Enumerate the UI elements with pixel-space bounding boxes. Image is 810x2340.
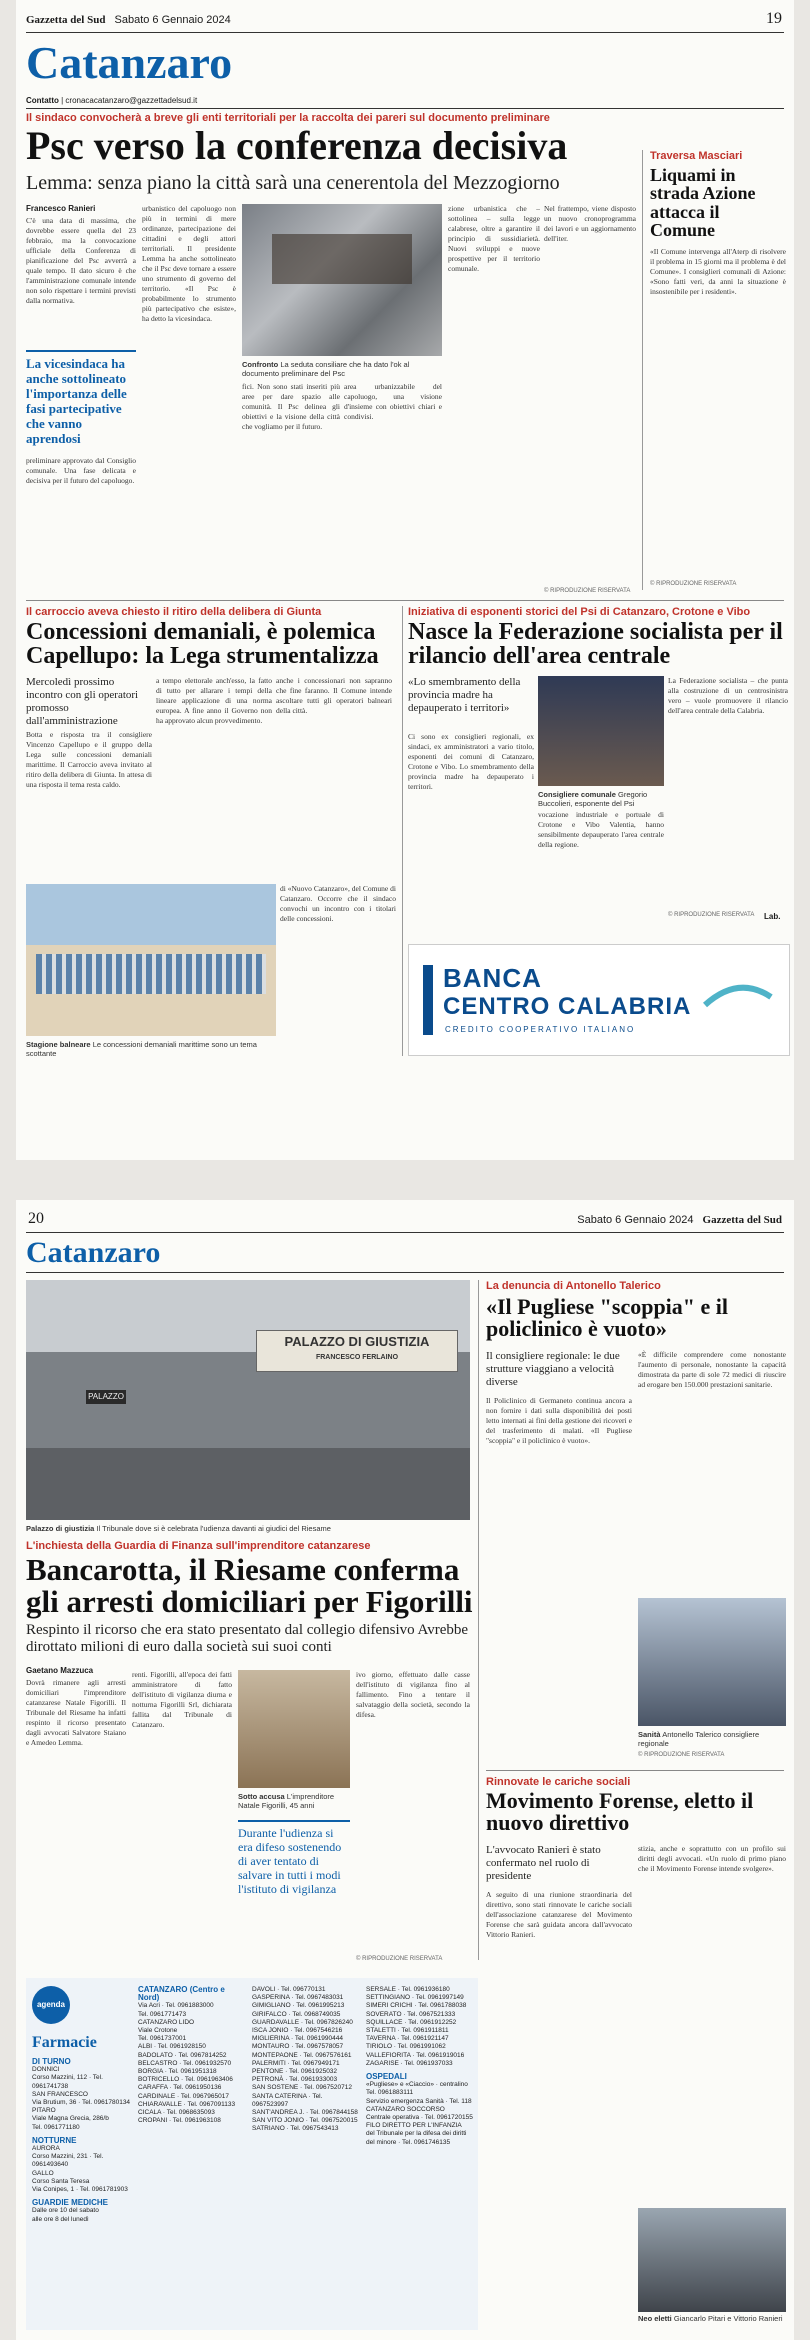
agenda-entry: BORGIA · Tel. 0961951318 — [138, 2068, 217, 2076]
lead-photo — [242, 204, 442, 356]
bancarotta-pull-box — [238, 1820, 350, 1896]
concessioni-body-col3: anche i concessionari non sapranno che fine faranno. Il Comune intende ascoltare tutti gli operatori balneari della città. — [276, 676, 392, 715]
agenda-title: Farmacie — [32, 2034, 97, 2051]
tribunal-sign: PALAZZO DI GIUSTIZIA FRANCESCO FERLAINO — [256, 1330, 458, 1372]
agenda-entry: MONTAURO · Tel. 0967578057 — [252, 2043, 344, 2051]
bancarotta-body-col2: renti. Figorilli, all'epoca dei fatti amministratore di fatto dell'istituto di vigilanza diurna e notturna Figorilli Srl, dichiarata fallita dal Tribunale di Catanzaro. — [132, 1670, 232, 1729]
bank-line2: CENTRO CALABRIA — [443, 993, 692, 1020]
agenda-entry: VALLEFIORITA · Tel. 0961919016 — [366, 2051, 465, 2059]
page2-newspaper: Gazzetta del Sud — [702, 1214, 782, 1226]
agenda-column-4 — [366, 1986, 474, 2147]
lead-body-col4: area urbanizzabile del capoluogo, una visione d'insieme con obiettivi chiari e condivisi. — [344, 382, 442, 421]
tribunal-photo — [26, 1280, 470, 1520]
agenda-entry: SANT'ANDREA J. · Tel. 0967844158 — [252, 2109, 358, 2117]
bank-logo-bar — [423, 965, 433, 1035]
lead-author: Francesco Ranieri — [26, 204, 96, 213]
bank-line3: CREDITO COOPERATIVO ITALIANO — [445, 1025, 636, 1034]
agenda-entry: del minore · Tel. 0961746135 — [366, 2138, 451, 2146]
agenda-entry: SERSALE · Tel. 0961936180 — [366, 1986, 450, 1993]
federazione-caption: Consigliere comunale Gregorio Buccolieri, esponente del Psi — [538, 790, 648, 808]
agenda-entry: SQUILLACE · Tel. 0961912252 — [366, 2018, 457, 2026]
federazione-headline: Nasce la Federazione socialista per il rilancio dell'area centrale — [408, 619, 783, 670]
forense-headline: Movimento Forense, eletto il nuovo direttivo — [486, 1788, 754, 1836]
agenda-entry: Viale Crotone — [138, 2027, 178, 2035]
agenda-entry: SETTINGIANO · Tel. 0961997149 — [366, 1994, 464, 2002]
agenda-entry: PENTONE · Tel. 0961925032 — [252, 2068, 338, 2076]
federazione-kicker: Iniziativa di esponenti storici del Psi di Catanzaro, Crotone e Vibo — [408, 606, 751, 618]
concessioni-headline: Concessioni demaniali, è polemica Capellupo: la Lega strumentalizza — [26, 619, 379, 670]
agenda-entry: ALBI · Tel. 0961928150 — [138, 2043, 206, 2051]
lead-body-col1b: preliminare approvato dal Consiglio comunale. Una fase delicata e decisiva per il futuro del capoluogo. — [26, 456, 136, 485]
lead-signature: © RIPRODUZIONE RISERVATA — [544, 588, 631, 594]
agenda-entry: PETRONÀ · Tel. 0961933003 — [252, 2076, 338, 2084]
agenda-entry: CHIARAVALLE · Tel. 0967091133 — [138, 2100, 236, 2108]
bank-logo-swoosh — [703, 975, 773, 1015]
agenda-heading: GUARDIE MEDICHE — [32, 2198, 109, 2208]
agenda-entry: CARDINALE · Tel. 0967965017 — [138, 2092, 229, 2100]
palazzo-plate: PALAZZO — [86, 1390, 126, 1404]
pugliese-headline: «Il Pugliese "scoppia" e il policlinico è vuoto» — [486, 1294, 728, 1342]
agenda-entry: PALERMITI · Tel. 0967949171 — [252, 2059, 340, 2067]
lead-kicker: Il sindaco convocherà a breve gli enti territoriali per la raccolta dei pareri sul documento preliminare — [26, 112, 550, 124]
bank-line1: BANCA — [443, 963, 542, 993]
concessioni-body-col4: di «Nuovo Catanzaro», del Comune di Catanzaro. Occorre che il sindaco convochi un incontro con i titolari delle concessioni. — [280, 884, 396, 923]
federazione-body-col2: vocazione industriale e portuale di Crotone e Vibo Valentia, hanno sensibilmente depauperato l'area centrale della regione. — [538, 810, 664, 849]
bancarotta-body-col3: ivo giorno, effettuato dalle casse dell'istituto di vigilanza fino al fallimento. Fino a tentare il salvataggio della società, secondo la difesa. — [356, 1670, 470, 1719]
federazione-photo — [538, 676, 664, 786]
agenda-column-2 — [138, 1986, 246, 2125]
concessioni-deck: Mercoledì prossimo incontro con gli operatori promosso dall'amministrazione — [26, 676, 139, 727]
agenda-heading: OSPEDALI — [366, 2072, 407, 2082]
agenda-entry: «Pugliese» e «Ciaccio» · centralino — [366, 2081, 468, 2089]
agenda-entry: CROPANI · Tel. 0961963108 — [138, 2117, 221, 2125]
pugliese-kicker: La denuncia di Antonello Talerico — [486, 1280, 661, 1292]
agenda-entry: AURORA — [32, 2145, 60, 2153]
federazione-lab: Lab. — [764, 912, 781, 921]
traversa-body: «Il Comune intervenga all'Aterp di risolvere il problema in 15 giorni ma il problema è del Comune». I consiglieri comunali di Azione: «Sono fatti veri, da anni la situazione è insostenibile per i residenti». — [650, 247, 786, 297]
agenda-box — [26, 1978, 478, 2330]
agenda-entry: del Tribunale per la difesa dei diritti — [366, 2130, 467, 2138]
lead-body-col3: fici. Non sono stati inseriti più aree per dare spazio alle comunità. Il Psc delinea gli obiettivi e la visione della città che vogliamo per il futuro. — [242, 382, 340, 431]
agenda-entry: CARAFFA · Tel. 0961950136 — [138, 2084, 222, 2092]
agenda-entry: Dalle ore 10 del sabato — [32, 2207, 99, 2215]
concessioni-body-col1: Botta e risposta tra il consigliere Vincenzo Capellupo e il gruppo della Lega sulle concessioni demaniali marittime. Il Carroccio aveva invitato al ritiro della delibera di Giunta. In attesa di una risposta il tema resta caldo. — [26, 730, 152, 789]
bancarotta-kicker: L'inchiesta della Guardia di Finanza sull'imprenditore catanzarese — [26, 1540, 371, 1552]
agenda-entry: MIGLIERINA · Tel. 0961990444 — [252, 2035, 343, 2043]
page2-number: 20 — [28, 1210, 44, 1227]
agenda-entry: Via Conipes, 1 · Tel. 0961781903 — [32, 2186, 128, 2194]
agenda-entry: GASPERINA · Tel. 0967483031 — [252, 1994, 344, 2002]
page2-section: Catanzaro — [26, 1236, 161, 1269]
agenda-entry: Tel. 0961883111 — [366, 2089, 414, 2097]
forense-body-col2: stizia, anche e soprattutto con un profilo sui diritti degli avvocati. «Un ruolo di primo piano che il Movimento Forense intende svolgere». — [638, 1844, 786, 1873]
agenda-entry: SAN FRANCESCO — [32, 2090, 88, 2098]
agenda-column-1 — [32, 2058, 132, 2224]
forense-caption: Neo eletti Giancarlo Pitari e Vittorio Ranieri — [638, 2314, 783, 2323]
issue-date: Sabato 6 Gennaio 2024 — [114, 14, 231, 26]
agenda-entry: STALETTI · Tel. 0961911811 — [366, 2027, 449, 2035]
forense-photo — [638, 2208, 786, 2312]
agenda-entry: TAVERNA · Tel. 0961921147 — [366, 2035, 449, 2043]
vicesindaca-headline: La vicesindaca ha anche sottolineato l'importanza delle fasi partecipative che vanno aprendosi — [26, 356, 127, 446]
concessioni-caption: Stagione balneare Le concessioni demaniali marittime sono un tema scottante — [26, 1040, 257, 1058]
agenda-entry: SAN SOSTENE · Tel. 0967520712 — [252, 2084, 352, 2092]
forense-kicker: Rinnovate le cariche sociali — [486, 1776, 631, 1788]
federazione-signature: © RIPRODUZIONE RISERVATA — [668, 912, 755, 918]
federazione-body-col3: La Federazione socialista – che punta alla costruzione di un centrosinistra vero – vuole promuovere il rilancio dell'area centrale della Calabria. — [668, 676, 788, 715]
concessioni-body-col2: a tempo elettorale anch'esso, la fatto di tutto per allarare i tempi della lineare applicazione di una norma europea. A fine anno il Governo non ha approvato alcun provvedimento. — [156, 676, 272, 725]
pugliese-deck: Il consigliere regionale: le due strutture viaggiano a velocità diverse — [486, 1350, 620, 1388]
concessioni-kicker: Il carroccio aveva chiesto il ritiro della delibera di Giunta — [26, 606, 322, 618]
section-title: Catanzaro — [26, 37, 233, 88]
agenda-badge: agenda — [32, 1986, 70, 2024]
forense-body-col1: A seguito di una riunione straordinaria del direttivo, sono stati rinnovate le cariche sociali dell'associazione catanzarese del Movimento Forense che sarà guidata ancora dall'avvocato Vittorio Ranieri. — [486, 1890, 632, 1939]
federazione-body-col1: Ci sono ex consiglieri regionali, ex sindaci, ex amministratori a vario titolo, esponenti dei comuni di Catanzaro, Crotone e Vibo. Lo smembramento della provincia madre ha depauperato i territori. — [408, 732, 534, 791]
pugliese-signature: © RIPRODUZIONE RISERVATA — [638, 1752, 725, 1758]
agenda-entry: CATANZARO SOCCORSO — [366, 2105, 445, 2113]
bank-advertisement[interactable] — [408, 944, 790, 1056]
agenda-entry: ISCA JONIO · Tel. 0967546216 — [252, 2027, 343, 2035]
lead-body-col6: Nel frattempo, viene disposto un nuovo cronoprogramma dei lavori e un aggiornamento dell'iter. — [544, 204, 636, 243]
lead-deck: Lemma: senza piano la città sarà una cenerentola del Mezzogiorno — [26, 172, 560, 194]
agenda-entry: alle ore 8 del lunedì — [32, 2215, 89, 2223]
bancarotta-headline: Bancarotta, il Riesame conferma gli arresti domiciliari per Figorilli — [26, 1552, 473, 1619]
agenda-entry: SANTA CATERINA · Tel. 0967523997 — [252, 2092, 323, 2108]
agenda-entry: PITARO — [32, 2107, 56, 2115]
agenda-entry: CATANZARO LIDO — [138, 2018, 195, 2026]
agenda-entry: Via Brutium, 36 · Tel. 0961780134 — [32, 2099, 131, 2107]
lead-caption: Confronto La seduta consiliare che ha dato l'ok al documento preliminare del Psc — [242, 360, 410, 378]
bancarotta-body-col1: Dovrà rimanere agli arresti domiciliari l'imprenditore catanzarese Natale Figorilli. Il Tribunale del Riesame ha infatti respinto il ricorso presentato dagli avvocati Salvatore Staiano e Amedeo Lemma. — [26, 1678, 126, 1747]
page-number: 19 — [766, 10, 782, 27]
lead-body-col5: zione urbanistica che – sottolinea – sulla legge calabrese, oltre a garantire il principio di sussidiarietà. Nuovi sviluppi e nuove prospettive per il territorio comunale. — [448, 204, 540, 273]
agenda-entry: Servizio emergenza Sanità · Tel. 118 — [366, 2097, 472, 2105]
agenda-entry: SOVERATO · Tel. 0967521333 — [366, 2010, 456, 2018]
agenda-entry: Viale Magna Grecia, 286/b — [32, 2115, 109, 2123]
agenda-entry: DONNICI — [32, 2066, 60, 2074]
tribunal-caption: Palazzo di giustizia Il Tribunale dove si è celebrata l'udienza davanti ai giudici del Riesame — [26, 1524, 331, 1533]
pugliese-body-col1: Il Policlinico di Germaneto continua ancora a non fornire i dati sulla disponibilità dei posti letto internati ai fini della gestione dei ricoveri e del trasferimento di malati. «Il Pugliese "scoppia" e il policlinico è vuoto». — [486, 1396, 632, 1445]
agenda-entry: SIMERI CRICHI · Tel. 0961788038 — [366, 2002, 467, 2010]
agenda-entry: Tel. 0961771473 — [138, 2010, 187, 2018]
newspaper-name: Gazzetta del Sud — [26, 14, 106, 26]
agenda-entry: BADOLATO · Tel. 0967814252 — [138, 2051, 227, 2059]
traversa-kicker: Traversa Masciari — [650, 150, 743, 162]
figorilli-photo — [238, 1670, 350, 1788]
agenda-entry: MONTEPAONE · Tel. 0967576161 — [252, 2051, 352, 2059]
bancarotta-signature: © RIPRODUZIONE RISERVATA — [356, 1956, 443, 1962]
agenda-entry: GALLO — [32, 2169, 54, 2177]
bancarotta-deck: Respinto il ricorso che era stato presentato dal collegio difensivo Avrebbe dirottato milioni di euro dalla società sui suoi conti — [26, 1622, 469, 1655]
lead-body-col2: urbanistico del capoluogo non più in termini di mere ordinanze, partecipazione dei cittadini e degli attori territoriali. Il presidente Lemma ha anche sottolineato che il Psc deve tornare a essere uno strumento di governo del territorio. «Il Psc è probabilmente lo strumento più partecipativo che esiste», ha detto la vicesindaca. — [142, 204, 236, 323]
agenda-entry: FILO DIRETTO PER L'INFANZIA — [366, 2122, 462, 2130]
agenda-entry: BELCASTRO · Tel. 0961932570 — [138, 2059, 232, 2067]
talerico-photo — [638, 1598, 786, 1726]
agenda-entry: CICALA · Tel. 0968635093 — [138, 2109, 215, 2117]
agenda-entry: Corso Santa Teresa — [32, 2177, 90, 2185]
bancarotta-author: Gaetano Mazzuca — [26, 1666, 94, 1675]
agenda-heading: CATANZARO (Centro e Nord) — [138, 1985, 225, 2003]
agenda-entry: ZAGARISE · Tel. 0961937033 — [366, 2059, 453, 2067]
agenda-entry: Tel. 0961737001 — [138, 2035, 187, 2043]
agenda-entry: Centrale operativa · Tel. 0961720155 — [366, 2114, 473, 2122]
traversa-signature: © RIPRODUZIONE RISERVATA — [650, 581, 737, 588]
agenda-entry: Corso Mazzini, 231 · Tel. 0961493640 — [32, 2153, 104, 2169]
agenda-column-3 — [252, 1986, 360, 2134]
agenda-entry: SAN VITO JONIO · Tel. 0967520015 — [252, 2117, 358, 2125]
vicesindaca-box — [26, 350, 136, 450]
concessioni-photo — [26, 884, 276, 1036]
newspaper-page-19 — [16, 0, 794, 1160]
lead-headline: Psc verso la conferenza decisiva — [26, 123, 568, 168]
newspaper-page-20 — [16, 1200, 794, 2340]
agenda-entry: SATRIANO · Tel. 0967543413 — [252, 2125, 339, 2133]
agenda-entry: GUARDAVALLE · Tel. 0967826240 — [252, 2018, 353, 2026]
agenda-entry: BOTRICELLO · Tel. 0961963406 — [138, 2076, 233, 2084]
contact-line: Contatto | cronacacatanzaro@gazzettadelsud.it — [26, 96, 198, 105]
agenda-entry: TIRIOLO · Tel. 0961991062 — [366, 2043, 446, 2051]
lead-body-col1: C'è una data di massima, che dovrebbe essere quella del 23 febbraio, ma la convocazione ufficiale della Conferenza di pianificazione del Psc avverrà a quale tempo. Il dato sicuro è che l'amministrazione comunale intende non solo rispettare i termini previsti dalla normativa. — [26, 216, 136, 305]
agenda-entry: Tel. 0961771180 — [32, 2123, 80, 2131]
agenda-entry: GIRIFALCO · Tel. 0968749035 — [252, 2010, 341, 2018]
agenda-heading: DI TURNO — [32, 2057, 71, 2066]
bancarotta-pull: Durante l'udienza si era difeso sostenendo di aver tentato di salvare in tutti i modi l'istituto di vigilanza — [238, 1826, 342, 1896]
traversa-headline: Liquami in strada Azione attacca il Comune — [650, 165, 756, 241]
pugliese-body-col2: «È difficile comprendere come nonostante l'aumento di personale, nonostante la capacità dimostrata da parte di sole 72 medici di riuscire ad erogare ben 150.000 prestazioni sanitarie. — [638, 1350, 786, 1389]
agenda-entry: Corso Mazzini, 112 · Tel. 0961741738 — [32, 2074, 103, 2090]
agenda-entry: GIMIGLIANO · Tel. 0961995213 — [252, 2002, 345, 2010]
traversa-box — [650, 150, 786, 587]
figorilli-caption: Sotto accusa L'imprenditore Natale Figorilli, 45 anni — [238, 1792, 335, 1810]
federazione-quote: «Lo smembramento della provincia madre ha depauperato i territori» — [408, 676, 521, 714]
talerico-caption: Sanità Antonello Talerico consigliere regionale — [638, 1730, 760, 1748]
agenda-entry: DAVOLI · Tel. 096770131 — [252, 1986, 326, 1993]
agenda-heading: NOTTURNE — [32, 2135, 77, 2145]
agenda-entry: Via Acri · Tel. 0961883000 — [138, 2002, 214, 2010]
forense-deck: L'avvocato Ranieri è stato confermato nel ruolo di presidente — [486, 1844, 601, 1882]
page2-date: Sabato 6 Gennaio 2024 — [577, 1214, 694, 1226]
